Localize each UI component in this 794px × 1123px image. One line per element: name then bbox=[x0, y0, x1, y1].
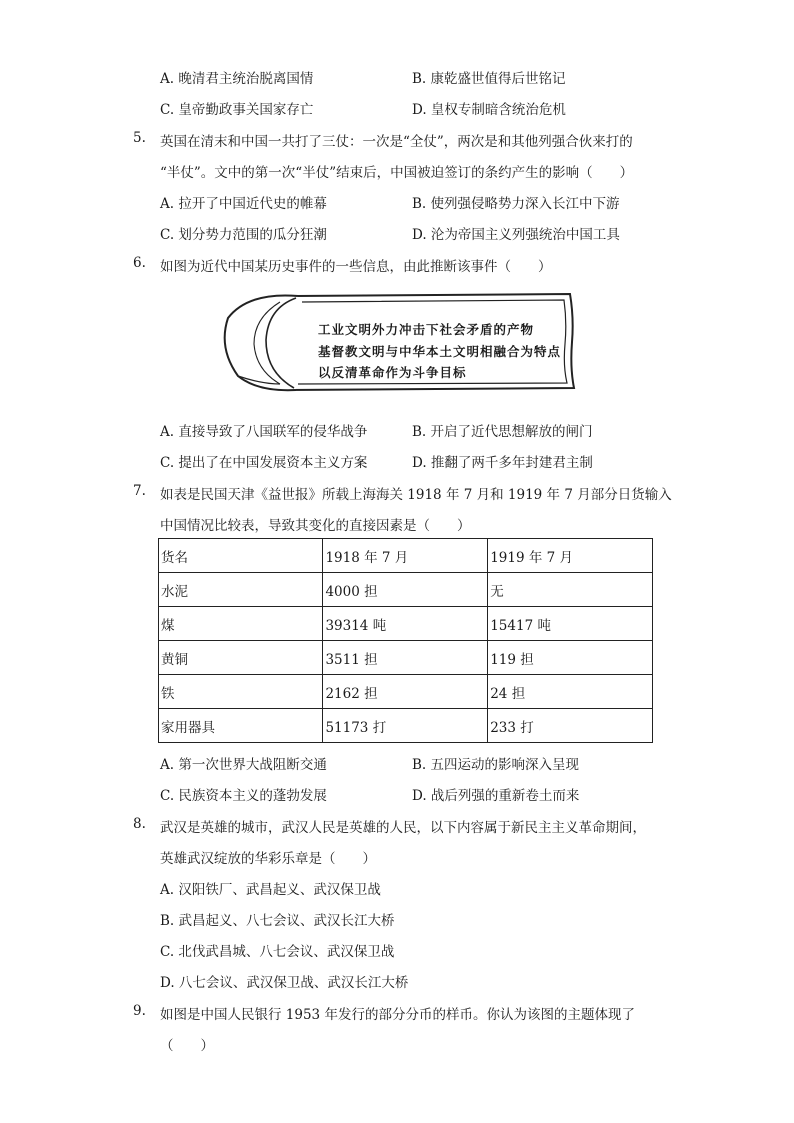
q6-option-d: D. 推翻了两千多年封建君主制 bbox=[412, 455, 593, 471]
table-cell: 水泥 bbox=[159, 573, 323, 607]
table-cell: 233 打 bbox=[488, 709, 653, 743]
q7-option-c: C. 民族资本主义的蓬勃发展 bbox=[160, 788, 327, 804]
table-row bbox=[159, 607, 653, 641]
goods-import-table bbox=[158, 538, 653, 743]
table-cell: 3511 担 bbox=[323, 641, 488, 675]
q6-option-b: B. 开启了近代思想解放的闸门 bbox=[412, 424, 593, 440]
scroll-line-3: 以反清革命作为斗争目标 bbox=[318, 365, 467, 380]
q8-stem-line1: 武汉是英雄的城市，武汉人民是英雄的人民，以下内容属于新民主主义革命期间， bbox=[160, 820, 646, 836]
q7-stem-line1: 如表是民国天津《益世报》所载上海海关 1918 年 7 月和 1919 年 7 月部分日货输入 bbox=[160, 487, 672, 503]
q8-option-a: A. 汉阳铁厂、武昌起义、武汉保卫战 bbox=[160, 882, 381, 898]
scroll-line-1: 工业文明外力冲击下社会矛盾的产物 bbox=[318, 322, 535, 337]
table-cell: 15417 吨 bbox=[488, 607, 653, 641]
q6-stem: 如图为近代中国某历史事件的一些信息，由此推断该事件（ ） bbox=[160, 259, 552, 275]
table-header-row bbox=[159, 539, 653, 573]
q7-option-a: A. 第一次世界大战阻断交通 bbox=[160, 757, 327, 773]
q9-number: 9. bbox=[133, 1003, 146, 1019]
table-row bbox=[159, 709, 653, 743]
table-cell: 4000 担 bbox=[323, 573, 488, 607]
q8-stem-line2: 英雄武汉绽放的华彩乐章是（ ） bbox=[160, 851, 376, 867]
q8-option-b: B. 武昌起义、八七会议、武汉长江大桥 bbox=[160, 913, 395, 929]
q5-stem-line1: 英国在清末和中国一共打了三仗：一次是“全仗”，两次是和其他列强合伙来打的 bbox=[160, 134, 633, 150]
q5-option-b: B. 使列强侵略势力深入长江中下游 bbox=[412, 196, 620, 212]
q7-stem-line2: 中国情况比较表，导致其变化的直接因素是（ ） bbox=[160, 518, 471, 534]
q5-stem-line2: “半仗”。文中的第一次“半仗”结束后，中国被迫签订的条约产生的影响（ ） bbox=[160, 165, 634, 181]
table-row bbox=[159, 675, 653, 709]
q9-stem-line2: （ ） bbox=[160, 1038, 214, 1054]
table-cell: 2162 担 bbox=[323, 675, 488, 709]
q7-number: 7. bbox=[133, 483, 146, 499]
table-cell: 24 担 bbox=[488, 675, 653, 709]
q5-option-c: C. 划分势力范围的瓜分狂潮 bbox=[160, 227, 327, 243]
scroll-text bbox=[318, 319, 561, 384]
table-header-cell: 货名 bbox=[159, 539, 323, 573]
q7-option-b: B. 五四运动的影响深入呈现 bbox=[412, 757, 580, 773]
q6-number: 6. bbox=[133, 255, 146, 271]
q8-number: 8. bbox=[133, 816, 146, 832]
table-cell: 煤 bbox=[159, 607, 323, 641]
q6-option-a: A. 直接导致了八国联军的侵华战争 bbox=[160, 424, 368, 440]
q4-option-b: B. 康乾盛世值得后世铭记 bbox=[412, 71, 566, 87]
table-cell: 黄铜 bbox=[159, 641, 323, 675]
q4-option-a: A. 晚清君主统治脱离国情 bbox=[160, 71, 314, 87]
q5-number: 5. bbox=[133, 130, 146, 146]
q6-option-c: C. 提出了在中国发展资本主义方案 bbox=[160, 455, 368, 471]
scroll-line-2: 基督教文明与中华本土文明相融合为特点 bbox=[318, 343, 562, 359]
q5-option-a: A. 拉开了中国近代史的帷幕 bbox=[160, 196, 327, 212]
table-cell: 39314 吨 bbox=[323, 607, 488, 641]
q9-stem-line1: 如图是中国人民银行 1953 年发行的部分分币的样币。你认为该图的主题体现了 bbox=[160, 1007, 635, 1023]
table-header-cell: 1918 年 7 月 bbox=[323, 539, 488, 573]
table-header-cell: 1919 年 7 月 bbox=[488, 539, 653, 573]
table-row bbox=[159, 641, 653, 675]
q4-option-c: C. 皇帝勤政事关国家存亡 bbox=[160, 102, 314, 118]
table-cell: 家用器具 bbox=[159, 709, 323, 743]
q8-option-c: C. 北伐武昌城、八七会议、武汉保卫战 bbox=[160, 944, 395, 960]
q7-option-d: D. 战后列强的重新卷土而来 bbox=[412, 788, 580, 804]
table-cell: 铁 bbox=[159, 675, 323, 709]
q4-option-d: D. 皇权专制暗含统治危机 bbox=[412, 102, 566, 118]
table-cell: 51173 打 bbox=[323, 709, 488, 743]
table-row bbox=[159, 573, 653, 607]
table-cell: 无 bbox=[488, 573, 653, 607]
q8-option-d: D. 八七会议、武汉保卫战、武汉长江大桥 bbox=[160, 975, 409, 991]
table-cell: 119 担 bbox=[488, 641, 653, 675]
q5-option-d: D. 沦为帝国主义列强统治中国工具 bbox=[412, 227, 620, 243]
